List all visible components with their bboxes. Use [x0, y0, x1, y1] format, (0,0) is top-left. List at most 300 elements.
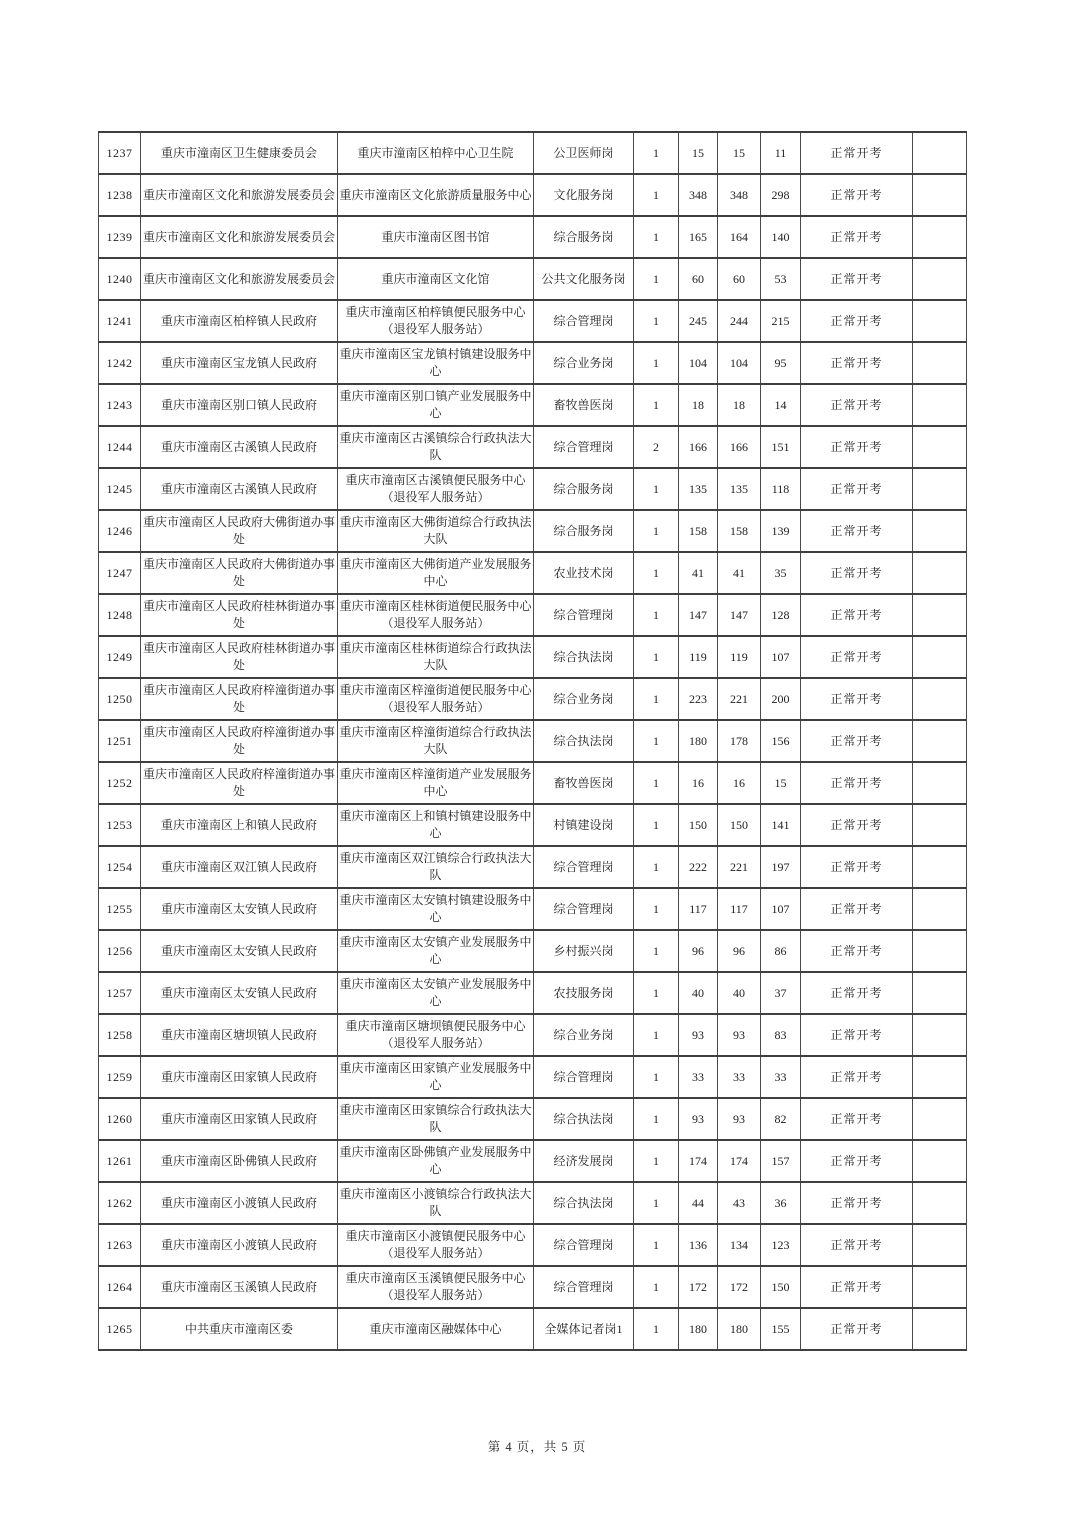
- cell-n3: 119: [718, 636, 761, 678]
- cell-n3: 16: [718, 762, 761, 804]
- cell-n4: 11: [761, 132, 801, 174]
- cell-n3: 43: [718, 1182, 761, 1224]
- cell-n4: 141: [761, 804, 801, 846]
- cell-status: 正常开考: [801, 846, 913, 888]
- cell-department: 重庆市潼南区玉溪镇人民政府: [141, 1266, 338, 1308]
- cell-seq: 1258: [99, 1014, 141, 1056]
- cell-n4: 118: [761, 468, 801, 510]
- cell-status: 正常开考: [801, 678, 913, 720]
- cell-status: 正常开考: [801, 384, 913, 426]
- cell-seq: 1251: [99, 720, 141, 762]
- cell-n2: 136: [679, 1224, 718, 1266]
- cell-unit: 重庆市潼南区大佛街道产业发展服务中心: [338, 552, 534, 594]
- cell-seq: 1252: [99, 762, 141, 804]
- cell-department: 重庆市潼南区人民政府大佛街道办事处: [141, 552, 338, 594]
- cell-position: 综合执法岗: [534, 720, 634, 762]
- table-row: [99, 1266, 967, 1308]
- cell-n3: 174: [718, 1140, 761, 1182]
- recruitment-table: [98, 131, 967, 1351]
- cell-unit: 重庆市潼南区文化旅游质量服务中心: [338, 174, 534, 216]
- table-row: [99, 678, 967, 720]
- cell-n2: 18: [679, 384, 718, 426]
- table-row: [99, 1098, 967, 1140]
- cell-seq: 1265: [99, 1308, 141, 1350]
- table-row: [99, 342, 967, 384]
- table-row: [99, 300, 967, 342]
- cell-department: 重庆市潼南区卫生健康委员会: [141, 132, 338, 174]
- cell-seq: 1261: [99, 1140, 141, 1182]
- cell-seq: 1237: [99, 132, 141, 174]
- cell-seq: 1259: [99, 1056, 141, 1098]
- cell-n2: 348: [679, 174, 718, 216]
- cell-unit: 重庆市潼南区小渡镇综合行政执法大队: [338, 1182, 534, 1224]
- cell-status: 正常开考: [801, 426, 913, 468]
- cell-status: 正常开考: [801, 174, 913, 216]
- cell-department: 重庆市潼南区别口镇人民政府: [141, 384, 338, 426]
- cell-status: 正常开考: [801, 1098, 913, 1140]
- cell-n1: 1: [634, 930, 679, 972]
- cell-n3: 164: [718, 216, 761, 258]
- cell-n1: 1: [634, 216, 679, 258]
- cell-seq: 1260: [99, 1098, 141, 1140]
- cell-n1: 1: [634, 762, 679, 804]
- cell-status: 正常开考: [801, 1308, 913, 1350]
- cell-n2: 166: [679, 426, 718, 468]
- cell-n4: 155: [761, 1308, 801, 1350]
- cell-n4: 86: [761, 930, 801, 972]
- cell-department: 重庆市潼南区小渡镇人民政府: [141, 1182, 338, 1224]
- cell-n1: 2: [634, 426, 679, 468]
- page-footer: 第 4 页，共 5 页: [487, 1440, 587, 1454]
- cell-status: 正常开考: [801, 1056, 913, 1098]
- cell-blank: [913, 468, 967, 510]
- cell-position: 综合业务岗: [534, 678, 634, 720]
- cell-department: 重庆市潼南区人民政府大佛街道办事处: [141, 510, 338, 552]
- cell-position: 综合执法岗: [534, 636, 634, 678]
- table-row: [99, 426, 967, 468]
- cell-department: 重庆市潼南区田家镇人民政府: [141, 1098, 338, 1140]
- cell-n2: 40: [679, 972, 718, 1014]
- table-row: [99, 1308, 967, 1350]
- cell-position: 综合管理岗: [534, 1224, 634, 1266]
- cell-department: 重庆市潼南区柏梓镇人民政府: [141, 300, 338, 342]
- cell-position: 综合服务岗: [534, 216, 634, 258]
- cell-status: 正常开考: [801, 1014, 913, 1056]
- cell-seq: 1250: [99, 678, 141, 720]
- cell-n3: 244: [718, 300, 761, 342]
- cell-seq: 1247: [99, 552, 141, 594]
- cell-blank: [913, 384, 967, 426]
- cell-unit: 重庆市潼南区古溪镇综合行政执法大队: [338, 426, 534, 468]
- cell-n4: 83: [761, 1014, 801, 1056]
- table-row: [99, 258, 967, 300]
- cell-department: 重庆市潼南区文化和旅游发展委员会: [141, 258, 338, 300]
- cell-unit: 重庆市潼南区图书馆: [338, 216, 534, 258]
- cell-n1: 1: [634, 636, 679, 678]
- cell-unit: 重庆市潼南区小渡镇便民服务中心（退役军人服务站）: [338, 1224, 534, 1266]
- cell-department: 重庆市潼南区太安镇人民政府: [141, 972, 338, 1014]
- cell-n3: 93: [718, 1098, 761, 1140]
- cell-n4: 157: [761, 1140, 801, 1182]
- cell-unit: 重庆市潼南区融媒体中心: [338, 1308, 534, 1350]
- cell-n3: 134: [718, 1224, 761, 1266]
- cell-n1: 1: [634, 384, 679, 426]
- cell-position: 农业技术岗: [534, 552, 634, 594]
- cell-seq: 1263: [99, 1224, 141, 1266]
- cell-position: 综合服务岗: [534, 510, 634, 552]
- table-row: [99, 552, 967, 594]
- cell-n4: 215: [761, 300, 801, 342]
- cell-seq: 1262: [99, 1182, 141, 1224]
- table-body: [99, 132, 967, 1350]
- cell-status: 正常开考: [801, 510, 913, 552]
- cell-n2: 104: [679, 342, 718, 384]
- cell-n2: 135: [679, 468, 718, 510]
- cell-n4: 197: [761, 846, 801, 888]
- cell-unit: 重庆市潼南区别口镇产业发展服务中心: [338, 384, 534, 426]
- cell-status: 正常开考: [801, 636, 913, 678]
- cell-blank: [913, 300, 967, 342]
- cell-n4: 14: [761, 384, 801, 426]
- cell-department: 重庆市潼南区太安镇人民政府: [141, 888, 338, 930]
- table-row: [99, 174, 967, 216]
- cell-blank: [913, 804, 967, 846]
- cell-n3: 40: [718, 972, 761, 1014]
- table-row: [99, 930, 967, 972]
- cell-n4: 95: [761, 342, 801, 384]
- cell-n3: 221: [718, 678, 761, 720]
- cell-position: 综合执法岗: [534, 1098, 634, 1140]
- table-row: [99, 972, 967, 1014]
- table-row: [99, 762, 967, 804]
- table-row: [99, 594, 967, 636]
- cell-n1: 1: [634, 804, 679, 846]
- cell-n4: 82: [761, 1098, 801, 1140]
- cell-department: 重庆市潼南区人民政府梓潼街道办事处: [141, 678, 338, 720]
- cell-unit: 重庆市潼南区双江镇综合行政执法大队: [338, 846, 534, 888]
- cell-status: 正常开考: [801, 1266, 913, 1308]
- cell-blank: [913, 1224, 967, 1266]
- cell-blank: [913, 1056, 967, 1098]
- cell-department: 重庆市潼南区人民政府桂林街道办事处: [141, 594, 338, 636]
- cell-n3: 158: [718, 510, 761, 552]
- cell-blank: [913, 888, 967, 930]
- cell-position: 综合管理岗: [534, 846, 634, 888]
- cell-n2: 96: [679, 930, 718, 972]
- cell-n2: 15: [679, 132, 718, 174]
- cell-status: 正常开考: [801, 888, 913, 930]
- cell-n2: 245: [679, 300, 718, 342]
- cell-blank: [913, 594, 967, 636]
- cell-n3: 150: [718, 804, 761, 846]
- cell-position: 畜牧兽医岗: [534, 384, 634, 426]
- cell-seq: 1256: [99, 930, 141, 972]
- cell-department: 重庆市潼南区太安镇人民政府: [141, 930, 338, 972]
- cell-blank: [913, 1308, 967, 1350]
- cell-n1: 1: [634, 1182, 679, 1224]
- cell-n4: 35: [761, 552, 801, 594]
- cell-n1: 1: [634, 1224, 679, 1266]
- cell-department: 重庆市潼南区上和镇人民政府: [141, 804, 338, 846]
- cell-n4: 140: [761, 216, 801, 258]
- cell-status: 正常开考: [801, 762, 913, 804]
- cell-unit: 重庆市潼南区太安镇产业发展服务中心: [338, 972, 534, 1014]
- cell-status: 正常开考: [801, 594, 913, 636]
- cell-n1: 1: [634, 510, 679, 552]
- table-row: [99, 846, 967, 888]
- table-row: [99, 132, 967, 174]
- cell-blank: [913, 1182, 967, 1224]
- cell-blank: [913, 762, 967, 804]
- cell-position: 乡村振兴岗: [534, 930, 634, 972]
- cell-status: 正常开考: [801, 300, 913, 342]
- cell-n1: 1: [634, 1308, 679, 1350]
- cell-blank: [913, 426, 967, 468]
- cell-blank: [913, 1140, 967, 1182]
- cell-n2: 60: [679, 258, 718, 300]
- cell-n3: 178: [718, 720, 761, 762]
- cell-n2: 16: [679, 762, 718, 804]
- table-row: [99, 510, 967, 552]
- cell-n2: 158: [679, 510, 718, 552]
- cell-n1: 1: [634, 300, 679, 342]
- table-row: [99, 720, 967, 762]
- cell-n2: 172: [679, 1266, 718, 1308]
- cell-position: 经济发展岗: [534, 1140, 634, 1182]
- cell-position: 公卫医师岗: [534, 132, 634, 174]
- cell-position: 文化服务岗: [534, 174, 634, 216]
- cell-status: 正常开考: [801, 930, 913, 972]
- cell-n4: 37: [761, 972, 801, 1014]
- cell-position: 村镇建设岗: [534, 804, 634, 846]
- cell-n4: 156: [761, 720, 801, 762]
- cell-department: 重庆市潼南区古溪镇人民政府: [141, 468, 338, 510]
- cell-unit: 重庆市潼南区柏梓中心卫生院: [338, 132, 534, 174]
- cell-position: 综合管理岗: [534, 594, 634, 636]
- cell-n2: 41: [679, 552, 718, 594]
- cell-n2: 117: [679, 888, 718, 930]
- cell-unit: 重庆市潼南区宝龙镇村镇建设服务中心: [338, 342, 534, 384]
- cell-seq: 1242: [99, 342, 141, 384]
- cell-blank: [913, 1098, 967, 1140]
- cell-n4: 107: [761, 888, 801, 930]
- cell-seq: 1241: [99, 300, 141, 342]
- cell-seq: 1245: [99, 468, 141, 510]
- cell-position: 综合执法岗: [534, 1182, 634, 1224]
- table-row: [99, 888, 967, 930]
- cell-n2: 223: [679, 678, 718, 720]
- cell-status: 正常开考: [801, 258, 913, 300]
- cell-n1: 1: [634, 1266, 679, 1308]
- cell-n3: 41: [718, 552, 761, 594]
- cell-n2: 33: [679, 1056, 718, 1098]
- cell-n4: 298: [761, 174, 801, 216]
- cell-department: 重庆市潼南区文化和旅游发展委员会: [141, 216, 338, 258]
- cell-n1: 1: [634, 1014, 679, 1056]
- cell-position: 畜牧兽医岗: [534, 762, 634, 804]
- cell-position: 公共文化服务岗: [534, 258, 634, 300]
- cell-status: 正常开考: [801, 720, 913, 762]
- cell-n2: 180: [679, 1308, 718, 1350]
- cell-unit: 重庆市潼南区太安镇产业发展服务中心: [338, 930, 534, 972]
- cell-n4: 107: [761, 636, 801, 678]
- cell-unit: 重庆市潼南区田家镇产业发展服务中心: [338, 1056, 534, 1098]
- cell-seq: 1238: [99, 174, 141, 216]
- cell-position: 综合管理岗: [534, 300, 634, 342]
- cell-unit: 重庆市潼南区梓潼街道便民服务中心（退役军人服务站）: [338, 678, 534, 720]
- cell-department: 重庆市潼南区宝龙镇人民政府: [141, 342, 338, 384]
- cell-department: 重庆市潼南区卧佛镇人民政府: [141, 1140, 338, 1182]
- cell-position: 综合业务岗: [534, 342, 634, 384]
- cell-n4: 151: [761, 426, 801, 468]
- cell-blank: [913, 930, 967, 972]
- cell-n2: 174: [679, 1140, 718, 1182]
- table-row: [99, 636, 967, 678]
- cell-n1: 1: [634, 972, 679, 1014]
- cell-n1: 1: [634, 174, 679, 216]
- cell-n2: 150: [679, 804, 718, 846]
- cell-status: 正常开考: [801, 342, 913, 384]
- cell-unit: 重庆市潼南区大佛街道综合行政执法大队: [338, 510, 534, 552]
- cell-unit: 重庆市潼南区梓潼街道产业发展服务中心: [338, 762, 534, 804]
- table-row: [99, 1224, 967, 1266]
- cell-blank: [913, 258, 967, 300]
- cell-blank: [913, 846, 967, 888]
- cell-blank: [913, 720, 967, 762]
- cell-n3: 172: [718, 1266, 761, 1308]
- cell-unit: 重庆市潼南区古溪镇便民服务中心（退役军人服务站）: [338, 468, 534, 510]
- cell-n4: 200: [761, 678, 801, 720]
- cell-n3: 135: [718, 468, 761, 510]
- cell-unit: 重庆市潼南区上和镇村镇建设服务中心: [338, 804, 534, 846]
- cell-n1: 1: [634, 1098, 679, 1140]
- cell-blank: [913, 132, 967, 174]
- cell-n1: 1: [634, 342, 679, 384]
- cell-department: 重庆市潼南区小渡镇人民政府: [141, 1224, 338, 1266]
- cell-seq: 1239: [99, 216, 141, 258]
- cell-status: 正常开考: [801, 132, 913, 174]
- cell-position: 综合管理岗: [534, 1266, 634, 1308]
- cell-n1: 1: [634, 846, 679, 888]
- cell-blank: [913, 1014, 967, 1056]
- cell-status: 正常开考: [801, 804, 913, 846]
- cell-seq: 1255: [99, 888, 141, 930]
- cell-position: 综合管理岗: [534, 426, 634, 468]
- cell-unit: 重庆市潼南区玉溪镇便民服务中心（退役军人服务站）: [338, 1266, 534, 1308]
- cell-n3: 18: [718, 384, 761, 426]
- cell-n3: 96: [718, 930, 761, 972]
- cell-department: 重庆市潼南区人民政府梓潼街道办事处: [141, 762, 338, 804]
- cell-n1: 1: [634, 468, 679, 510]
- cell-status: 正常开考: [801, 468, 913, 510]
- cell-n3: 348: [718, 174, 761, 216]
- cell-n1: 1: [634, 552, 679, 594]
- table-row: [99, 1140, 967, 1182]
- cell-blank: [913, 216, 967, 258]
- cell-n4: 53: [761, 258, 801, 300]
- cell-n4: 15: [761, 762, 801, 804]
- cell-seq: 1257: [99, 972, 141, 1014]
- cell-department: 中共重庆市潼南区委: [141, 1308, 338, 1350]
- cell-seq: 1248: [99, 594, 141, 636]
- cell-unit: 重庆市潼南区太安镇村镇建设服务中心: [338, 888, 534, 930]
- cell-n2: 222: [679, 846, 718, 888]
- cell-n3: 93: [718, 1014, 761, 1056]
- cell-n1: 1: [634, 1140, 679, 1182]
- cell-seq: 1249: [99, 636, 141, 678]
- cell-n2: 165: [679, 216, 718, 258]
- cell-status: 正常开考: [801, 216, 913, 258]
- cell-seq: 1240: [99, 258, 141, 300]
- cell-blank: [913, 342, 967, 384]
- cell-n1: 1: [634, 678, 679, 720]
- cell-seq: 1246: [99, 510, 141, 552]
- cell-unit: 重庆市潼南区田家镇综合行政执法大队: [338, 1098, 534, 1140]
- cell-position: 综合管理岗: [534, 1056, 634, 1098]
- cell-n2: 44: [679, 1182, 718, 1224]
- cell-n4: 33: [761, 1056, 801, 1098]
- cell-status: 正常开考: [801, 1224, 913, 1266]
- cell-status: 正常开考: [801, 1140, 913, 1182]
- cell-n2: 93: [679, 1098, 718, 1140]
- cell-unit: 重庆市潼南区梓潼街道综合行政执法大队: [338, 720, 534, 762]
- cell-n3: 60: [718, 258, 761, 300]
- cell-blank: [913, 174, 967, 216]
- cell-n2: 180: [679, 720, 718, 762]
- table-row: [99, 1182, 967, 1224]
- table-row: [99, 804, 967, 846]
- cell-n3: 33: [718, 1056, 761, 1098]
- cell-n3: 147: [718, 594, 761, 636]
- cell-n1: 1: [634, 132, 679, 174]
- cell-position: 综合服务岗: [534, 468, 634, 510]
- cell-blank: [913, 510, 967, 552]
- cell-status: 正常开考: [801, 972, 913, 1014]
- cell-status: 正常开考: [801, 552, 913, 594]
- cell-blank: [913, 678, 967, 720]
- cell-n4: 139: [761, 510, 801, 552]
- cell-n4: 123: [761, 1224, 801, 1266]
- cell-n2: 147: [679, 594, 718, 636]
- cell-seq: 1244: [99, 426, 141, 468]
- cell-position: 农技服务岗: [534, 972, 634, 1014]
- cell-status: 正常开考: [801, 1182, 913, 1224]
- cell-n3: 221: [718, 846, 761, 888]
- cell-seq: 1243: [99, 384, 141, 426]
- cell-n4: 128: [761, 594, 801, 636]
- cell-position: 综合业务岗: [534, 1014, 634, 1056]
- cell-blank: [913, 552, 967, 594]
- cell-seq: 1254: [99, 846, 141, 888]
- cell-n1: 1: [634, 720, 679, 762]
- cell-seq: 1253: [99, 804, 141, 846]
- cell-blank: [913, 1266, 967, 1308]
- cell-position: 全媒体记者岗1: [534, 1308, 634, 1350]
- cell-unit: 重庆市潼南区柏梓镇便民服务中心（退役军人服务站）: [338, 300, 534, 342]
- cell-n3: 15: [718, 132, 761, 174]
- cell-department: 重庆市潼南区文化和旅游发展委员会: [141, 174, 338, 216]
- cell-unit: 重庆市潼南区塘坝镇便民服务中心（退役军人服务站）: [338, 1014, 534, 1056]
- table-row: [99, 216, 967, 258]
- cell-unit: 重庆市潼南区卧佛镇产业发展服务中心: [338, 1140, 534, 1182]
- cell-n2: 93: [679, 1014, 718, 1056]
- cell-n3: 166: [718, 426, 761, 468]
- cell-n1: 1: [634, 1056, 679, 1098]
- table-row: [99, 468, 967, 510]
- cell-department: 重庆市潼南区人民政府桂林街道办事处: [141, 636, 338, 678]
- cell-department: 重庆市潼南区田家镇人民政府: [141, 1056, 338, 1098]
- cell-n3: 180: [718, 1308, 761, 1350]
